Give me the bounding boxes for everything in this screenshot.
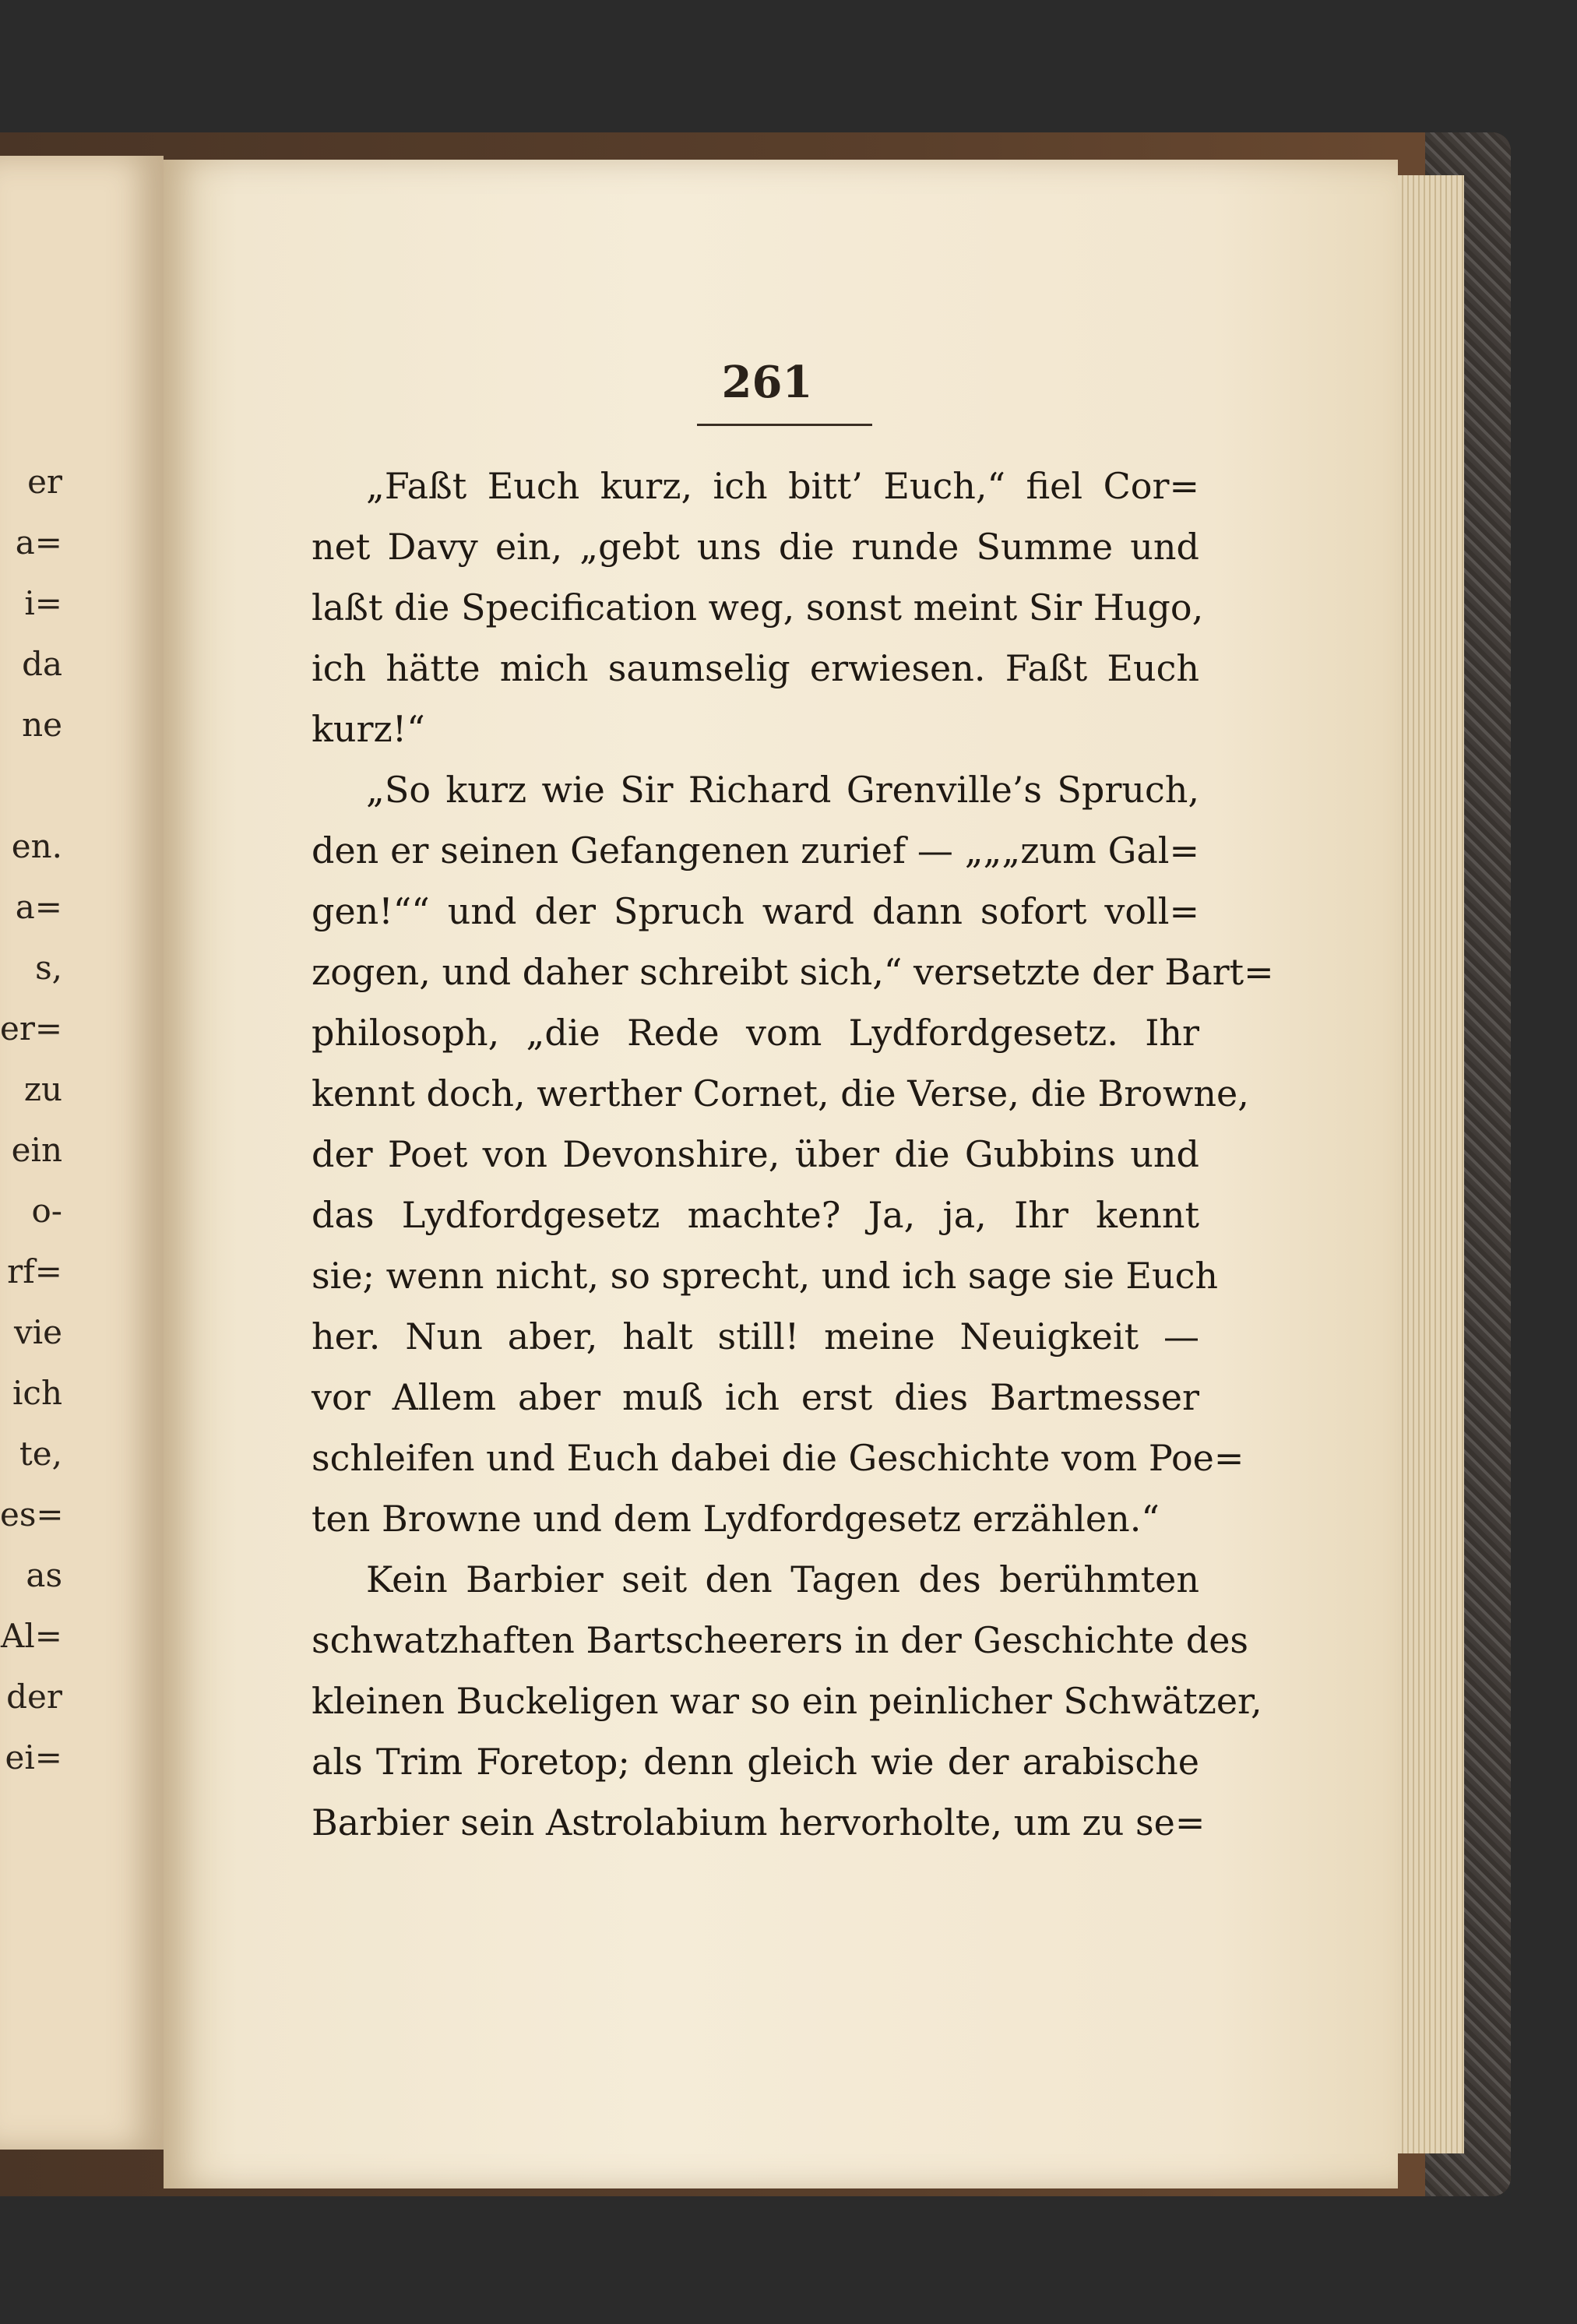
text-line: Kein Barbier seit den Tagen des berühmten bbox=[366, 1558, 1199, 1600]
text-line: vor Allem aber muß ich erst dies Bartmesser bbox=[312, 1376, 1199, 1418]
left-page-fragment: as bbox=[26, 1556, 62, 1594]
left-page-fragment: i= bbox=[24, 584, 62, 622]
text-line: ten Browne und dem Lydfordgesetz erzählen.“ bbox=[312, 1498, 1160, 1540]
text-line: kennt doch, werther Cornet, die Verse, die Browne, bbox=[312, 1072, 1249, 1114]
left-page bbox=[0, 156, 164, 2150]
left-page-fragment: en. bbox=[11, 827, 62, 865]
text-line: sie; wenn nicht, so sprecht, und ich sage sie Euch bbox=[312, 1255, 1219, 1297]
left-page-fragment: o- bbox=[31, 1192, 62, 1230]
text-line: das Lydfordgesetz machte? Ja, ja, Ihr kennt bbox=[312, 1194, 1199, 1236]
text-line: schwatzhaften Bartscheerers in der Geschichte des bbox=[312, 1619, 1249, 1661]
text-line: net Davy ein, „gebt uns die runde Summe und bbox=[312, 526, 1199, 568]
text-line: kleinen Buckeligen war so ein peinlicher Schwätzer, bbox=[312, 1680, 1262, 1722]
text-line: philosoph, „die Rede vom Lydfordgesetz. Ihr bbox=[312, 1012, 1199, 1054]
text-line: als Trim Foretop; denn gleich wie der arabische bbox=[312, 1741, 1199, 1783]
text-line: ich hätte mich saumselig erwiesen. Faßt Euch bbox=[312, 647, 1199, 689]
text-line: zogen, und daher schreibt sich,“ versetzte der Bart= bbox=[312, 951, 1274, 993]
text-line: den er seinen Gefangenen zurief — „„„zum Gal= bbox=[312, 829, 1199, 872]
left-page-fragment: ne bbox=[22, 706, 62, 744]
text-line: gen!““ und der Spruch ward dann sofort voll= bbox=[312, 890, 1199, 932]
text-line: kurz!“ bbox=[312, 708, 425, 750]
text-line: schleifen und Euch dabei die Geschichte vom Poe= bbox=[312, 1437, 1244, 1479]
left-page-fragment: te, bbox=[19, 1435, 62, 1473]
page-number: 261 bbox=[721, 357, 813, 408]
left-page-fragment: zu bbox=[23, 1070, 62, 1108]
left-page-fragment: da bbox=[22, 645, 62, 683]
page-number-rule bbox=[697, 424, 872, 426]
left-page-fragment: rf= bbox=[7, 1252, 62, 1291]
text-line: Barbier sein Astrolabium hervorholte, um zu se= bbox=[312, 1801, 1206, 1843]
left-page-fragment: ich bbox=[12, 1374, 62, 1412]
text-line: laßt die Specification weg, sonst meint Sir Hugo, bbox=[312, 586, 1204, 629]
left-page-fragment: a= bbox=[15, 888, 62, 926]
text-line: der Poet von Devonshire, über die Gubbins und bbox=[312, 1133, 1199, 1175]
left-page-fragment: ein bbox=[11, 1131, 62, 1169]
text-line: „Faßt Euch kurz, ich bitt’ Euch,“ fiel Cor= bbox=[366, 465, 1199, 507]
left-page-fragment: Al= bbox=[1, 1617, 62, 1655]
text-line: „So kurz wie Sir Richard Grenville’s Spruch, bbox=[366, 769, 1199, 811]
left-page-fragment: er bbox=[27, 463, 62, 501]
left-page-fragment: s, bbox=[35, 949, 62, 987]
left-page-fragment bbox=[0, 755, 62, 816]
text-line: her. Nun aber, halt still! meine Neuigkeit — bbox=[312, 1315, 1199, 1357]
left-page-fragment: vie bbox=[13, 1313, 62, 1351]
left-page-fragments bbox=[0, 452, 62, 1788]
left-page-fragment: ei= bbox=[5, 1738, 62, 1776]
left-page-fragment: es= bbox=[0, 1495, 64, 1533]
left-page-fragment: der bbox=[6, 1678, 62, 1716]
left-page-fragment: a= bbox=[15, 523, 62, 562]
left-page-fragment: er= bbox=[0, 1009, 63, 1048]
body-text bbox=[312, 456, 1274, 1853]
